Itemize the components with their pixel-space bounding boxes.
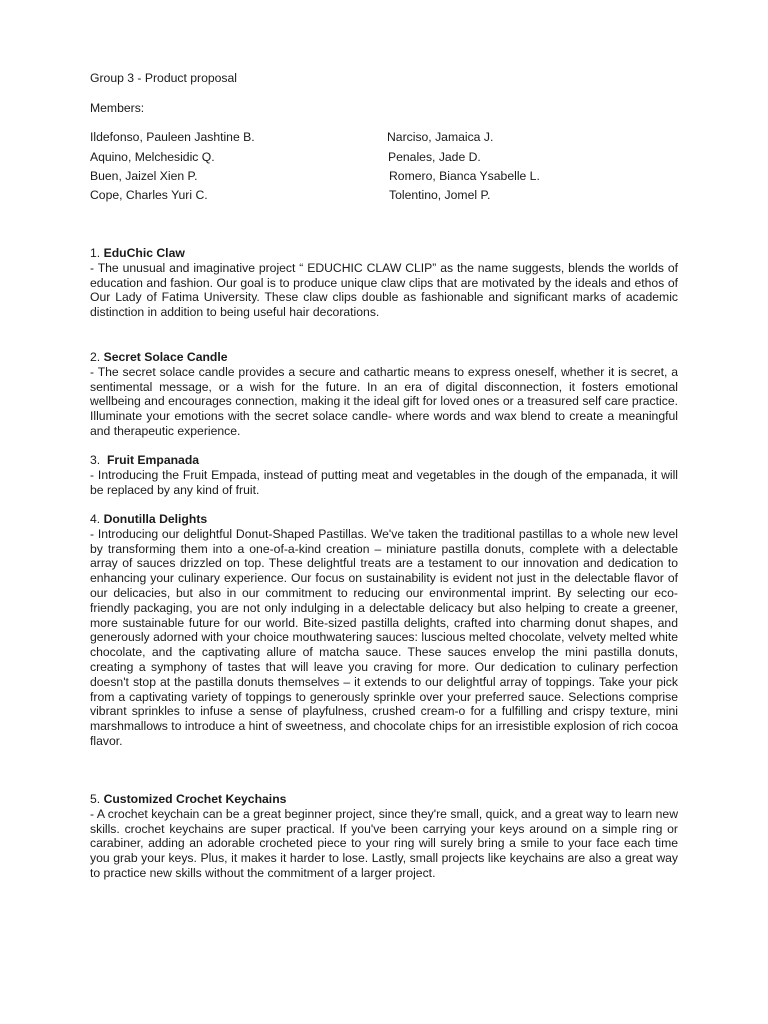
section-title: Fruit Empanada [106,453,200,467]
member-name: Penales, Jade D. [388,150,481,164]
section-title: Secret Solace Candle [103,350,228,364]
section-heading [90,246,678,261]
section-educhic-claw [90,246,678,320]
section-heading [90,453,678,468]
section-number: 3. [90,453,101,467]
section-heading [90,792,678,807]
section-donutilla-delights [90,512,678,749]
member-name: Buen, Jaizel Xien P. [90,169,198,183]
section-body: - Introducing our delightful Donut-Shaped Pastillas. We've taken the traditional pastillas to a whole new level by transforming them into a one-of-a-kind creation – miniature pastilla donuts, complete with a delectable array of sauces drizzled on top. These delightful treats are a testament to our innovation and dedication to enhancing your culinary experience. Our focus on sustainability is evident not just in the delectable flavor of our delicacies, but also in our commitment to reducing our environmental imprint. By selecting our eco-friendly packaging, you are not only indulging in a delectable delicacy but also helping to create a greener, more sustainable future for our world. Bite-sized pastilla delights, crafted into charming donut shapes, and generously adorned with your choice mouthwatering sauces: luscious melted chocolate, velvety melted white chocolate, and the captivating allure of matcha sauce. These sauces envelop the mini pastilla donuts, creating a symphony of tastes that will leave you craving for more. Our dedication to culinary perfection doesn't stop at the pastilla donuts themselves – it extends to our delightful array of toppings. Take your pick from a captivating variety of toppings to generously sprinkle over your preferred sauce. Selections comprise vibrant sprinkles to infuse a sense of playfulness, crushed cream-o for a fulfilling and crispy texture, mini marshmallows to introduce a hint of sweetness, and chocolate chips for an irresistible explosion of rich cocoa flavor. [90,526,678,748]
section-number: 4. [90,512,101,526]
sections-container [90,0,678,1024]
member-name: Narciso, Jamaica J. [387,130,494,144]
section-number: 5. [90,792,101,806]
section-number: 1. [90,246,101,260]
section-fruit-empanada [90,453,678,497]
section-body: - A crochet keychain can be a great beginner project, since they're small, quick, and a great way to learn new skills. crochet keychains are super practical. If you've been carrying your keys around on a simple ring or carabiner, adding an adorable crocheted piece to your ring will surely bring a smile to your face each time you grab your keys. Plus, it makes it harder to lose. Lastly, small projects like keychains are also a great way to practice new skills without the commitment of a larger project. [90,806,678,880]
member-name: Tolentino, Jomel P. [389,188,491,202]
section-secret-solace-candle [90,350,678,439]
section-heading [90,350,678,365]
section-heading [90,512,678,527]
section-title: EduChic Claw [103,246,185,260]
section-body: - The secret solace candle provides a secure and cathartic means to express oneself, whether it is secret, a sentimental message, or a wish for the future. In an era of digital disconnection, it fosters emotional wellbeing and encourages connection, making it the ideal gift for loved ones or a treasured self care practice. Illuminate your emotions with the secret solace candle- where words and wax blend to create a meaningful and therapeutic experience. [90,364,678,438]
section-number: 2. [90,350,101,364]
section-title: Donutilla Delights [103,512,208,526]
members-label: Members: [90,101,145,115]
member-name: Cope, Charles Yuri C. [90,188,208,202]
member-name: Romero, Bianca Ysabelle L. [389,169,540,183]
section-body: - The unusual and imaginative project “ EDUCHIC CLAW CLIP” as the name suggests, blends the worlds of education and fashion. Our goal is to produce unique claw clips that are motivated by the ideals and ethos of Our Lady of Fatima University. These claw clips double as fashionable and significant marks of academic distinction in addition to being useful hair decorations. [90,260,678,320]
document-title: Group 3 - Product proposal [90,71,238,85]
section-title: Customized Crochet Keychains [103,792,287,806]
section-body: - Introducing the Fruit Empada, instead of putting meat and vegetables in the dough of the empanada, it will be replaced by any kind of fruit. [90,467,678,497]
section-customized-crochet-keychains [90,792,678,881]
member-name: Aquino, Melchesidic Q. [90,150,215,164]
member-name: Ildefonso, Pauleen Jashtine B. [90,130,255,144]
